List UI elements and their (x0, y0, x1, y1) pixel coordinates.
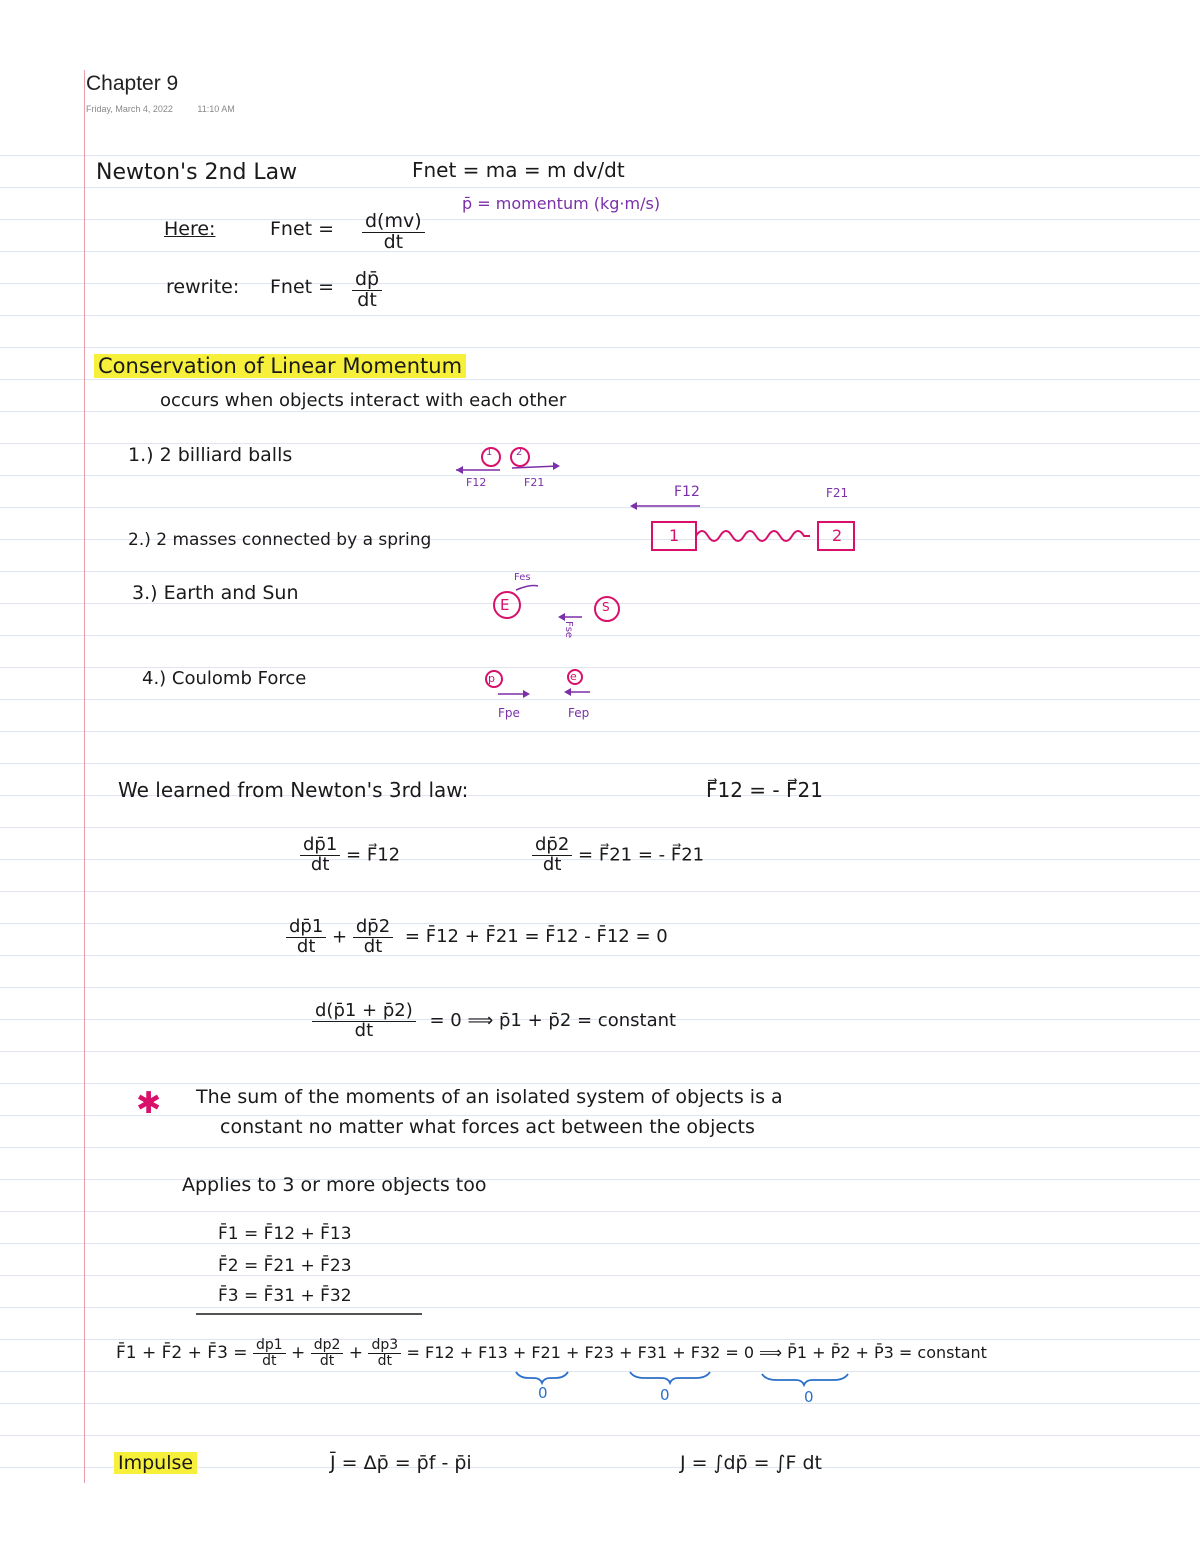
f-es-label: Fes (514, 572, 531, 583)
mass2-label: 2 (832, 526, 843, 545)
dp1-equation: $\frac{dp̄1}{dt}$ = F⃗12 (300, 836, 400, 875)
sun-label: S (602, 600, 610, 614)
mass1-label: 1 (669, 526, 680, 545)
time-text: 11:10 AM (197, 104, 235, 114)
date-text: Friday, March 4, 2022 (86, 104, 173, 114)
f-ep-label: Fep (568, 706, 590, 720)
electron-label: e (570, 670, 577, 683)
impulse-eq2: J = ∫dp̄ = ∫F dt (680, 1452, 822, 1474)
three-eq2: F̄2 = F̄21 + F̄23 (218, 1256, 352, 1276)
ball1-label: 1 (486, 447, 493, 458)
impulse-heading: Impulse (114, 1452, 197, 1474)
rewrite-eq-left: Fnet = (270, 276, 335, 298)
third-law-relation: F⃗12 = - F⃗21 (706, 778, 823, 802)
spring-f21-label: F21 (826, 486, 849, 500)
here-label: Here: (164, 218, 216, 240)
third-law-intro: We learned from Newton's 3rd law: (118, 778, 469, 802)
rewrite-fraction: $\frac{dp̄}{dt}$ (352, 270, 382, 311)
three-eq1: F̄1 = F̄12 + F̄13 (218, 1224, 352, 1244)
list-item: 2.) 2 masses connected by a spring (128, 530, 432, 550)
dp2-equation: $\frac{dp̄2}{dt}$ = F⃗21 = - F⃗21 (532, 836, 704, 875)
f-se-label: Fse (563, 620, 575, 639)
brace-zero-2: 0 (660, 1386, 670, 1404)
list-item: 3.) Earth and Sun (132, 582, 299, 604)
earth-label: E (500, 596, 510, 614)
f-pe-label: Fpe (498, 706, 520, 720)
page-footer-area (0, 1483, 1200, 1553)
page-title[interactable]: Chapter 9 (86, 72, 179, 95)
here-eq-left: Fnet = (270, 218, 335, 240)
margin-line (84, 70, 85, 1483)
newton2-fnet-ma: Fnet = ma = m dv/dt (412, 158, 625, 182)
conservation-heading: Conservation of Linear Momentum (94, 354, 466, 378)
page-header-area (0, 0, 1200, 150)
list-item: 1.) 2 billiard balls (128, 444, 293, 466)
brace-zero-1: 0 (538, 1384, 548, 1402)
sum-equation: $\frac{dp̄1}{dt}$ + $\frac{dp̄2}{dt}$ = F̄12 + F̄21 = F̄12 - F̄12 = 0 (286, 918, 668, 957)
proton-label: p (488, 672, 495, 685)
f12-label: F12 (466, 476, 487, 489)
statement-line2: constant no matter what forces act between the objects (220, 1116, 755, 1138)
spring-f12-label: F12 (674, 484, 700, 500)
page-date (86, 104, 257, 114)
list-item: 4.) Coulomb Force (142, 668, 307, 689)
star-icon: ✱ (136, 1086, 162, 1121)
conservation-subtext: occurs when objects interact with each other (160, 390, 567, 411)
ball2-label: 2 (516, 447, 523, 458)
brace-zero-3: 0 (804, 1388, 814, 1406)
newton2-heading: Newton's 2nd Law (96, 160, 298, 185)
here-fraction: $\frac{d(mv)}{dt}$ (362, 212, 425, 253)
rewrite-label: rewrite: (166, 276, 240, 298)
three-eq3: F̄3 = F̄31 + F̄32 (218, 1286, 352, 1306)
statement-line1: The sum of the moments of an isolated system of objects is a (196, 1086, 783, 1108)
three-objects-heading: Applies to 3 or more objects too (182, 1174, 487, 1196)
impulse-eq1: J̄ = Δp̄ = p̄f - p̄i (330, 1452, 472, 1474)
three-long-equation: F̄1 + F̄2 + F̄3 = $\frac{dp1}{dt}$ + $\frac{dp2}{dt}$ + $\frac{dp3}{dt}$ = F12 + F13 + F21 + F23 + F31 + F32 = 0 ⟹ P̄1 + P̄2 + P̄3 = constant (116, 1337, 987, 1369)
momentum-note: p̄ = momentum (kg·m/s) (462, 194, 661, 213)
f21-label: F21 (524, 476, 545, 489)
total-equation: $\frac{d(p̄1 + p̄2)}{dt}$ = 0 ⟹ p̄1 + p̄2 = constant (312, 1002, 676, 1041)
